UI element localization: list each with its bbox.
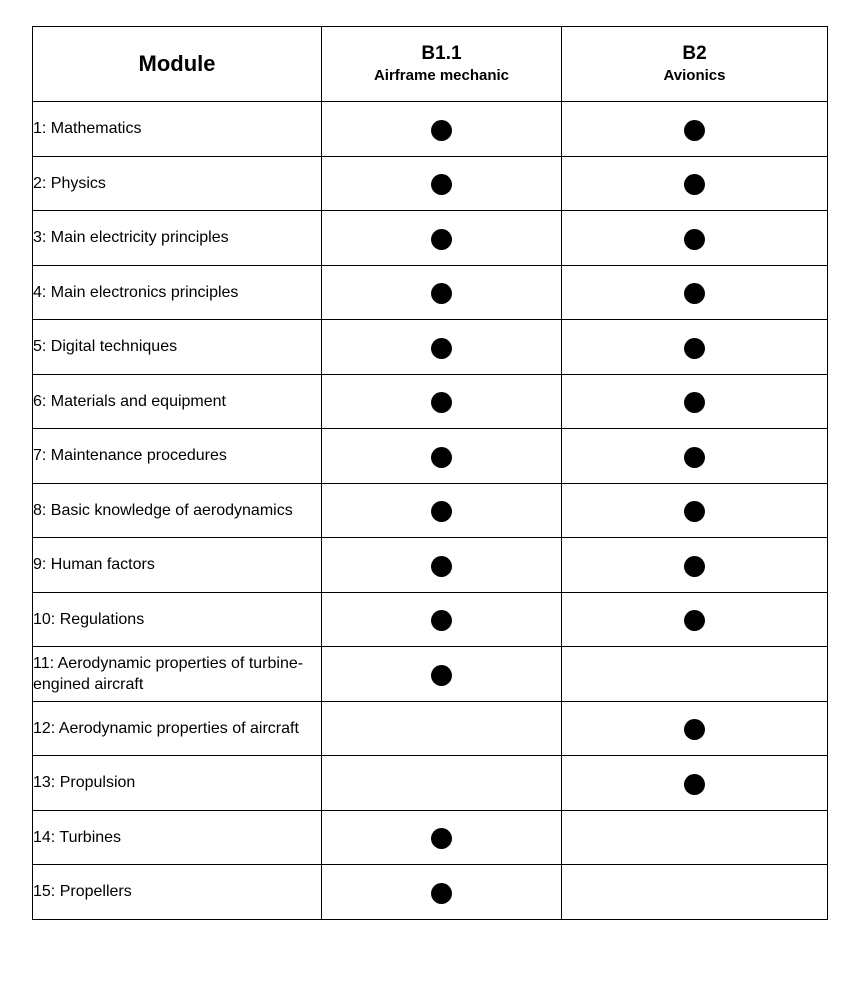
filled-circle-icon [431, 665, 452, 686]
filled-circle-icon [684, 719, 705, 740]
module-name-cell: 4: Main electronics principles [33, 265, 322, 320]
table-row [33, 756, 828, 811]
table-row [33, 865, 828, 920]
b11-mark-cell [322, 320, 562, 375]
filled-circle-icon [431, 229, 452, 250]
module-name-cell: 2: Physics [33, 156, 322, 211]
b2-category-code: B2 [682, 43, 707, 64]
b2-mark-cell [562, 102, 828, 157]
b11-column-header [322, 27, 562, 102]
b2-mark-cell [562, 483, 828, 538]
filled-circle-icon [431, 283, 452, 304]
filled-circle-icon [684, 447, 705, 468]
b11-mark-cell [322, 701, 562, 756]
table-row [33, 374, 828, 429]
header-row [33, 27, 828, 102]
filled-circle-icon [684, 392, 705, 413]
module-name-cell: 11: Aerodynamic properties of turbine-engined aircraft [33, 647, 322, 702]
b11-mark-cell [322, 374, 562, 429]
module-name-cell: 9: Human factors [33, 538, 322, 593]
module-category-table [32, 26, 828, 920]
b2-mark-cell [562, 810, 828, 865]
b11-category-name: Airframe mechanic [373, 67, 510, 84]
filled-circle-icon [431, 556, 452, 577]
b2-mark-cell [562, 756, 828, 811]
filled-circle-icon [684, 556, 705, 577]
b11-mark-cell [322, 483, 562, 538]
filled-circle-icon [684, 501, 705, 522]
table-row [33, 156, 828, 211]
filled-circle-icon [431, 174, 452, 195]
filled-circle-icon [684, 283, 705, 304]
b2-mark-cell [562, 865, 828, 920]
filled-circle-icon [431, 883, 452, 904]
module-name-cell: 12: Aerodynamic properties of aircraft [33, 701, 322, 756]
b2-mark-cell [562, 374, 828, 429]
module-name-cell: 15: Propellers [33, 865, 322, 920]
module-column-header: Module [33, 27, 322, 102]
b2-mark-cell [562, 647, 828, 702]
table-row [33, 265, 828, 320]
b11-mark-cell [322, 592, 562, 647]
table-row [33, 810, 828, 865]
module-name-cell: 3: Main electricity principles [33, 211, 322, 266]
table-row [33, 320, 828, 375]
module-name-cell: 13: Propulsion [33, 756, 322, 811]
filled-circle-icon [431, 610, 452, 631]
b11-mark-cell [322, 211, 562, 266]
table-row [33, 211, 828, 266]
filled-circle-icon [684, 174, 705, 195]
filled-circle-icon [684, 774, 705, 795]
b11-mark-cell [322, 429, 562, 484]
table-row [33, 102, 828, 157]
filled-circle-icon [684, 120, 705, 141]
module-name-cell: 1: Mathematics [33, 102, 322, 157]
b11-mark-cell [322, 538, 562, 593]
b11-mark-cell [322, 756, 562, 811]
filled-circle-icon [684, 610, 705, 631]
b11-mark-cell [322, 865, 562, 920]
b11-category-code: B1.1 [421, 43, 462, 64]
module-name-cell: 8: Basic knowledge of aerodynamics [33, 483, 322, 538]
filled-circle-icon [431, 447, 452, 468]
b2-mark-cell [562, 701, 828, 756]
b11-mark-cell [322, 156, 562, 211]
b2-category-name: Avionics [663, 67, 726, 84]
table-body [33, 102, 828, 920]
module-name-cell: 10: Regulations [33, 592, 322, 647]
filled-circle-icon [431, 501, 452, 522]
b2-column-header [562, 27, 828, 102]
module-name-cell: 6: Materials and equipment [33, 374, 322, 429]
module-name-cell: 7: Maintenance procedures [33, 429, 322, 484]
filled-circle-icon [431, 120, 452, 141]
b2-mark-cell [562, 211, 828, 266]
b2-mark-cell [562, 156, 828, 211]
b11-mark-cell [322, 647, 562, 702]
b2-mark-cell [562, 538, 828, 593]
table-row [33, 592, 828, 647]
b11-mark-cell [322, 810, 562, 865]
b2-mark-cell [562, 320, 828, 375]
table-row [33, 701, 828, 756]
module-name-cell: 5: Digital techniques [33, 320, 322, 375]
filled-circle-icon [684, 338, 705, 359]
table-row [33, 429, 828, 484]
filled-circle-icon [431, 392, 452, 413]
b2-mark-cell [562, 265, 828, 320]
b2-mark-cell [562, 592, 828, 647]
b11-mark-cell [322, 102, 562, 157]
table-row [33, 538, 828, 593]
filled-circle-icon [684, 229, 705, 250]
b2-mark-cell [562, 429, 828, 484]
module-name-cell: 14: Turbines [33, 810, 322, 865]
table-row [33, 647, 828, 702]
filled-circle-icon [431, 828, 452, 849]
table-row [33, 483, 828, 538]
b11-mark-cell [322, 265, 562, 320]
filled-circle-icon [431, 338, 452, 359]
